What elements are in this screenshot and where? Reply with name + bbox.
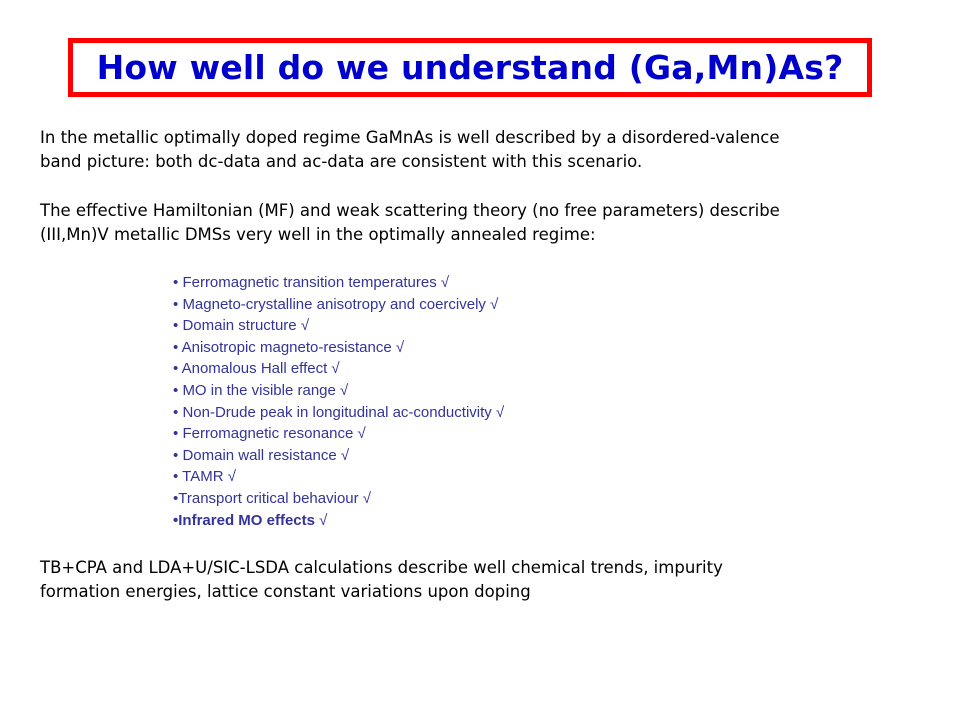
intro-line-1: In the metallic optimally doped regime GaMnAs is well described by a disordered-valence xyxy=(40,128,780,147)
checkmark-icon: √ xyxy=(340,381,349,399)
title-box xyxy=(68,38,872,97)
checkmark-icon: √ xyxy=(300,317,310,335)
checkmark-icon: √ xyxy=(331,360,340,378)
bullet-icon: • xyxy=(173,446,179,464)
intro-line-2: band picture: both dc-data and ac-data are consistent with this scenario. xyxy=(40,152,643,171)
checkmark-icon: √ xyxy=(495,403,505,421)
checkmark-icon: √ xyxy=(227,468,236,486)
list-item xyxy=(173,402,504,424)
bullet-icon: • xyxy=(173,468,179,486)
calculations-paragraph xyxy=(40,556,920,604)
list-item xyxy=(173,272,504,294)
property-checklist xyxy=(173,272,504,531)
bullet-icon: • xyxy=(173,403,179,421)
list-item xyxy=(173,466,504,488)
bullet-icon: • xyxy=(173,317,179,335)
hamiltonian-line-1: The effective Hamiltonian (MF) and weak scattering theory (no free parameters) describe xyxy=(40,201,780,220)
list-item-label: Magneto-crystalline anisotropy and coercively xyxy=(182,295,486,313)
checkmark-icon: √ xyxy=(362,489,372,507)
list-item-label: Ferromagnetic resonance xyxy=(182,425,354,443)
list-item xyxy=(173,315,504,337)
checkmark-icon: √ xyxy=(440,274,450,291)
list-item-label: Domain structure xyxy=(182,317,297,335)
checkmark-icon: √ xyxy=(319,511,328,529)
bullet-icon: • xyxy=(173,295,179,313)
bullet-icon: • xyxy=(173,511,179,529)
list-item xyxy=(173,294,504,316)
list-item xyxy=(173,337,504,359)
calculations-line-2: formation energies, lattice constant variations upon doping xyxy=(40,582,531,601)
checkmark-icon: √ xyxy=(340,446,350,464)
calculations-line-1: TB+CPA and LDA+U/SIC-LSDA calculations describe well chemical trends, impurity xyxy=(40,558,723,577)
list-item xyxy=(173,445,504,467)
list-item xyxy=(173,358,504,380)
list-item-label: Transport critical behaviour xyxy=(178,489,359,507)
list-item-label: Anomalous Hall effect xyxy=(181,360,328,378)
bullet-icon: • xyxy=(173,489,179,507)
hamiltonian-line-2: (III,Mn)V metallic DMSs very well in the optimally annealed regime: xyxy=(40,225,596,244)
list-item xyxy=(173,510,504,532)
list-item-label: TAMR xyxy=(182,468,224,486)
list-item-label: Anisotropic magneto-resistance xyxy=(181,338,392,356)
bullet-icon: • xyxy=(173,274,179,291)
hamiltonian-paragraph xyxy=(40,199,920,247)
list-item-label: Non-Drude peak in longitudinal ac-conductivity xyxy=(182,403,492,421)
bullet-icon: • xyxy=(173,381,179,399)
bullet-icon: • xyxy=(173,360,179,378)
checkmark-icon: √ xyxy=(357,425,366,443)
checkmark-icon: √ xyxy=(490,295,499,313)
list-item xyxy=(173,488,504,510)
intro-paragraph xyxy=(40,126,920,174)
list-item-label: Ferromagnetic transition temperatures xyxy=(182,274,437,291)
bullet-icon: • xyxy=(173,425,179,443)
list-item xyxy=(173,380,504,402)
checkmark-icon: √ xyxy=(395,338,405,356)
slide-title: How well do we understand (Ga,Mn)As? xyxy=(96,48,844,87)
list-item-label: Infrared MO effects xyxy=(178,511,315,529)
bullet-icon: • xyxy=(173,338,179,356)
list-item-label: Domain wall resistance xyxy=(182,446,337,464)
list-item-label: MO in the visible range xyxy=(182,381,336,399)
list-item xyxy=(173,423,504,445)
